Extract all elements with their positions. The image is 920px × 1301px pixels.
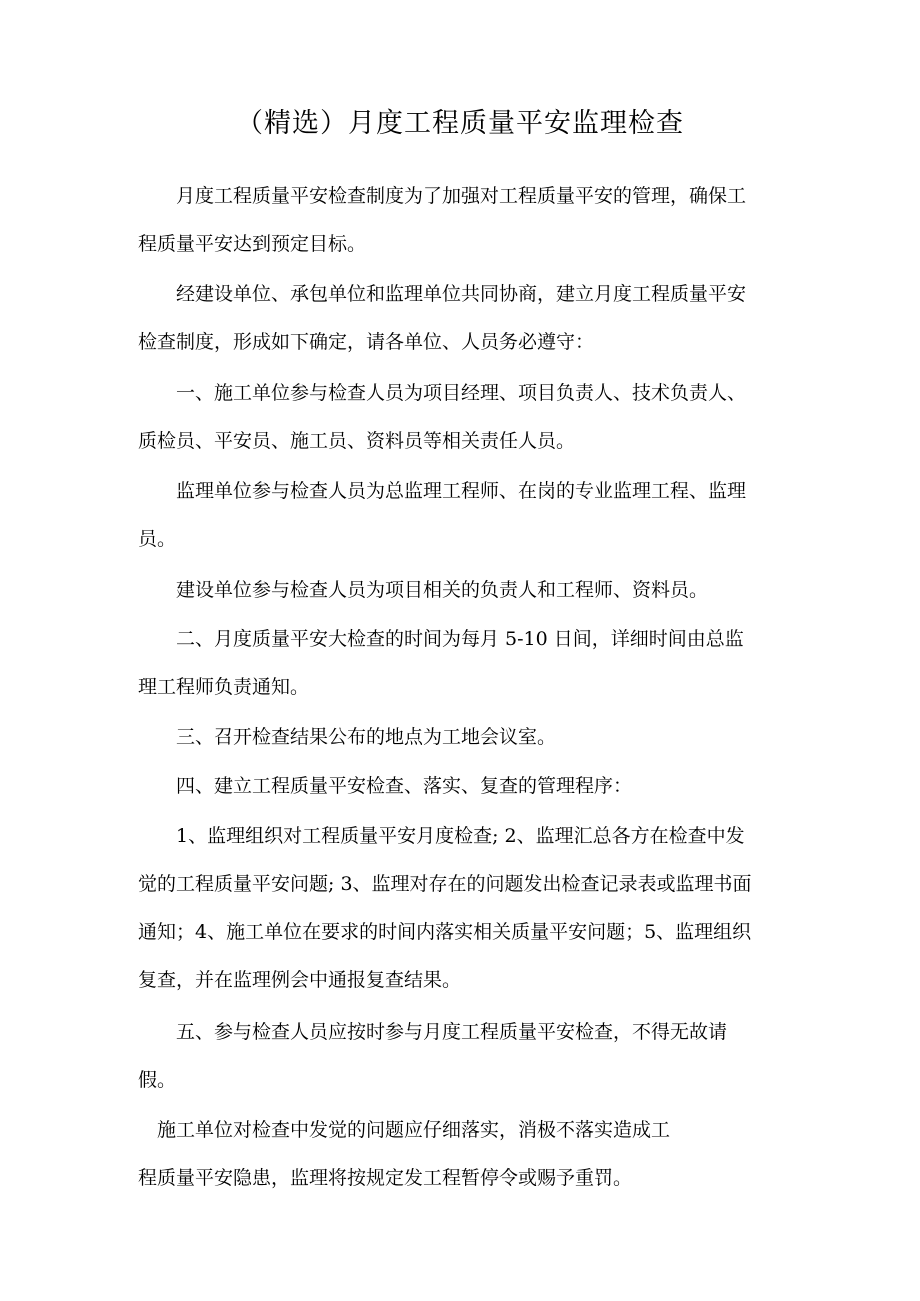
paragraph-intro [138,172,798,268]
paragraph-line: 一、施工单位参与检查人员为项目经理、项目负责人、技术负责人、 [138,382,747,404]
paragraph-agreement [138,270,798,366]
paragraph-line: 质检员、平安员、施工员、资料员等相关责任人员。 [138,430,576,452]
paragraph-line: 复查，并在监理例会中通报复查结果。 [138,969,462,991]
paragraph-section-3 [138,713,798,761]
paragraph-section-1 [138,369,798,465]
paragraph-owner-staff [138,566,798,614]
paragraph-line: 1、监理组织对工程质量平安月度检查; 2、监理汇总各方在检查中发 [138,825,745,847]
paragraph-supervision-staff [138,467,798,563]
paragraph-line: 施工单位对检查中发觉的问题应仔细落实，消极不落实造成工 [138,1119,671,1141]
paragraph-line: 员。 [138,528,177,550]
paragraph-line: 四、建立工程质量平安检查、落实、复查的管理程序： [138,775,633,797]
paragraph-line: 检查制度，形成如下确定，请各单位、人员务必遵守： [138,331,595,353]
document-title: （精选）月度工程质量平安监理检查 [236,108,684,139]
paragraph-line: 监理单位参与检查人员为总监理工程师、在岗的专业监理工程、监理 [138,480,747,502]
paragraph-line: 三、召开检查结果公布的地点为工地会议室。 [138,726,557,748]
paragraph-line: 觉的工程质量平安问题; 3、监理对存在的问题发出检查记录表或监理书面 [138,873,752,895]
paragraph-penalty [138,1106,798,1202]
paragraph-line: 建设单位参与检查人员为项目相关的负责人和工程师、资料员。 [138,579,709,601]
paragraph-line: 理工程师负责通知。 [138,676,310,698]
paragraph-procedure-steps [138,812,798,1004]
paragraph-line: 假。 [138,1069,177,1091]
paragraph-line: 二、月度质量平安大检查的时间为每月 5-10 日间，详细时间由总监 [138,628,744,650]
paragraph-section-2 [138,615,798,711]
paragraph-line: 月度工程质量平安检查制度为了加强对工程质量平安的管理，确保工 [138,185,747,207]
paragraph-line: 经建设单位、承包单位和监理单位共同协商，建立月度工程质量平安 [138,283,747,305]
paragraph-line: 程质量平安达到预定目标。 [138,233,367,255]
paragraph-line: 五、参与检查人员应按时参与月度工程质量平安检查，不得无故请 [138,1021,728,1043]
paragraph-line: 通知；4、施工单位在要求的时间内落实相关质量平安问题；5、监理组织 [138,921,752,943]
paragraph-section-4 [138,762,798,810]
paragraph-line: 程质量平安隐患，监理将按规定发工程暂停令或赐予重罚。 [138,1167,633,1189]
paragraph-section-5 [138,1008,798,1104]
